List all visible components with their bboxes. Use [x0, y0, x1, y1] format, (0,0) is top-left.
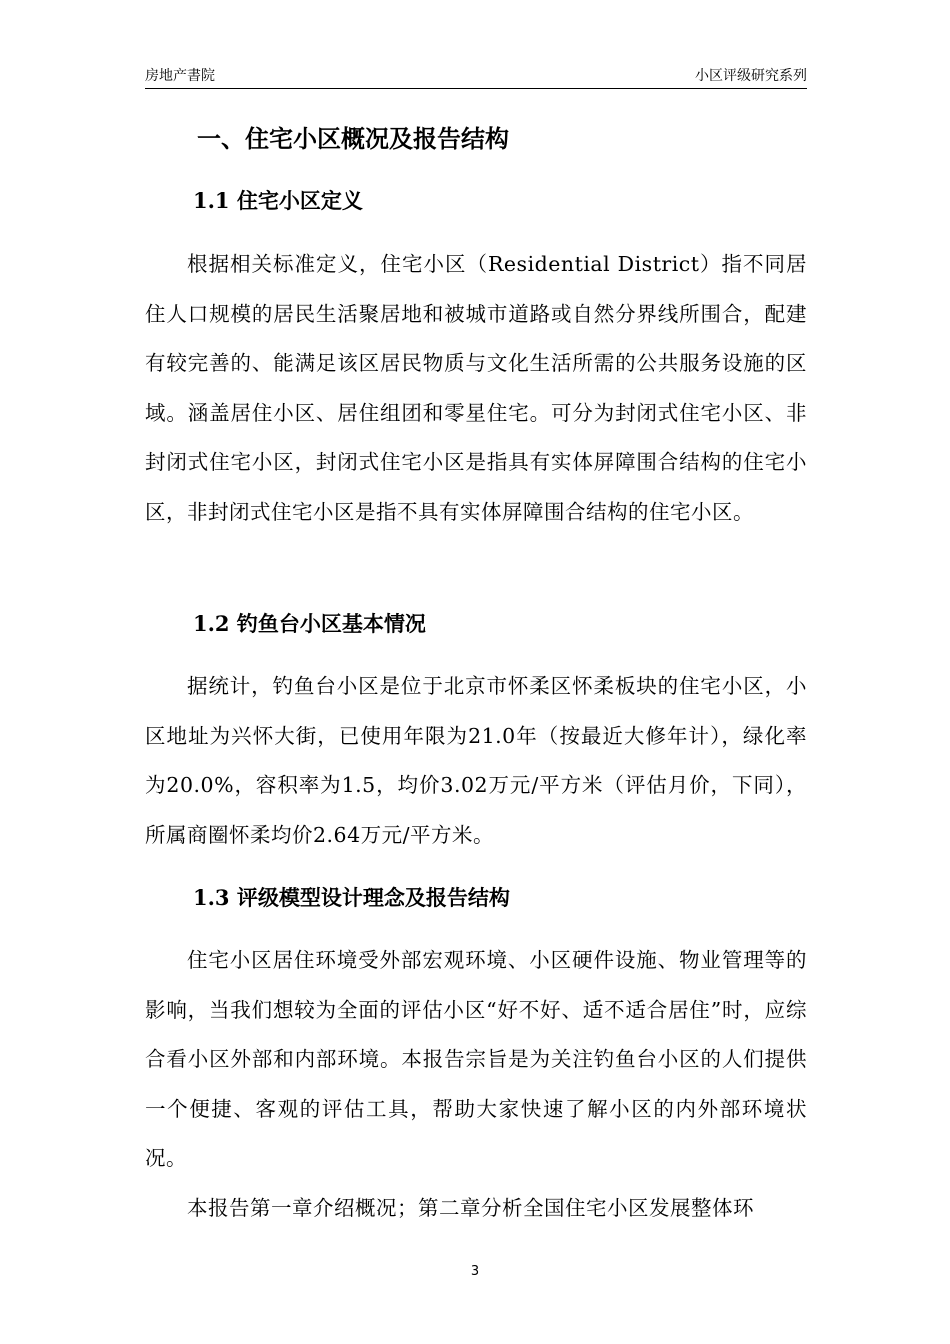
page-header [145, 66, 807, 88]
header-series-title: 小区评级研究系列 [695, 68, 807, 84]
section-heading-1-2: 1.2 钓鱼台小区基本情况 [193, 611, 426, 636]
paragraph-model-design: 住宅小区居住环境受外部宏观环境、小区硬件设施、物业管理等的影响，当我们想较为全面的评估小区“好不好、适不适合居住”时，应综合看小区外部和内部环境。本报告宗旨是为关注钓鱼台小区的人们提供一个便捷、客观的评估工具，帮助大家快速了解小区的内外部环境状况。 [145, 948, 807, 1170]
chapter-title: 一、住宅小区概况及报告结构 [197, 124, 509, 153]
header-publisher: 房地产書院 [145, 68, 215, 84]
section-heading-1-1: 1.1 住宅小区定义 [193, 188, 363, 213]
paragraph-community-overview: 据统计，钓鱼台小区是位于北京市怀柔区怀柔板块的住宅小区，小区地址为兴怀大街，已使用年限为21.0年（按最近大修年计），绿化率为20.0%，容积率为1.5，均价3.02万元/平方米（评估月价，下同），所属商圈怀柔均价2.64万元/平方米。 [145, 674, 807, 847]
paragraph-report-structure: 本报告第一章介绍概况；第二章分析全国住宅小区发展整体环 [187, 1196, 754, 1220]
header-divider [145, 88, 807, 89]
paragraph-residential-definition: 根据相关标准定义，住宅小区（Residential District）指不同居住人口规模的居民生活聚居地和被城市道路或自然分界线所围合，配建有较完善的、能满足该区居民物质与文化生活所需的公共服务设施的区域。涵盖居住小区、居住组团和零星住宅。可分为封闭式住宅小区、非封闭式住宅小区，封闭式住宅小区是指具有实体屏障围合结构的住宅小区，非封闭式住宅小区是指不具有实体屏障围合结构的住宅小区。 [145, 252, 807, 524]
page-number: 3 [470, 1264, 480, 1279]
section-heading-1-3: 1.3 评级模型设计理念及报告结构 [193, 885, 510, 910]
